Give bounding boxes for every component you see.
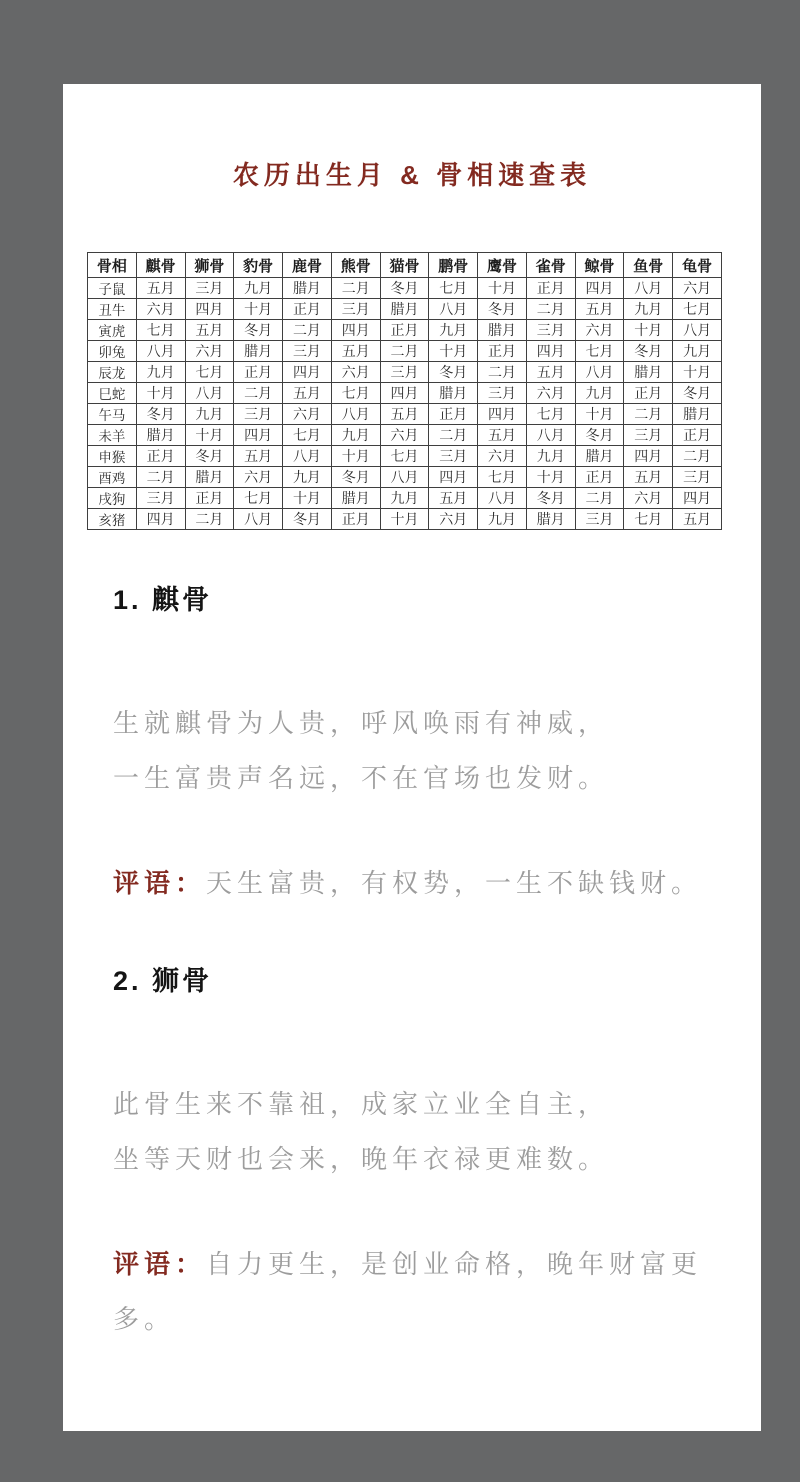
table-cell: 腊月: [331, 488, 380, 509]
table-row: [88, 404, 722, 425]
table-cell: 三月: [283, 341, 332, 362]
bone-table-body: [88, 278, 722, 530]
table-cell: 九月: [185, 404, 234, 425]
table-cell: 四月: [429, 467, 478, 488]
table-cell: 五月: [478, 425, 527, 446]
table-header-cell: 鹏骨: [429, 253, 478, 278]
table-cell: 冬月: [624, 341, 673, 362]
table-cell: 六月: [575, 320, 624, 341]
table-cell: 九月: [575, 383, 624, 404]
table-cell: 腊月: [673, 404, 722, 425]
poem-line: 生就麒骨为人贵，呼风唤雨有神威，: [113, 708, 610, 738]
page-title: 农历出生月 & 骨相速查表: [232, 160, 592, 190]
section-shi-bone: [113, 963, 713, 1347]
table-header-cell: 麒骨: [136, 253, 185, 278]
table-cell: 三月: [575, 509, 624, 530]
table-cell: 冬月: [380, 278, 429, 299]
table-cell: 三月: [331, 299, 380, 320]
table-cell: 正月: [526, 278, 575, 299]
table-cell: 七月: [478, 467, 527, 488]
table-header-cell: 鹰骨: [478, 253, 527, 278]
table-cell: 六月: [283, 404, 332, 425]
table-cell: 正月: [575, 467, 624, 488]
table-cell: 十月: [136, 383, 185, 404]
table-cell: 五月: [380, 404, 429, 425]
row-label: 辰龙: [88, 362, 137, 383]
table-header-cell: 猫骨: [380, 253, 429, 278]
table-cell: 八月: [185, 383, 234, 404]
table-cell: 五月: [673, 509, 722, 530]
table-cell: 三月: [136, 488, 185, 509]
table-row: [88, 362, 722, 383]
table-cell: 十月: [478, 278, 527, 299]
table-cell: 四月: [185, 299, 234, 320]
table-cell: 七月: [185, 362, 234, 383]
section-qi-bone: [113, 582, 713, 911]
table-cell: 冬月: [283, 509, 332, 530]
comment-text: [113, 856, 713, 911]
table-cell: 四月: [380, 383, 429, 404]
table-row: [88, 467, 722, 488]
table-cell: 七月: [624, 509, 673, 530]
table-cell: 十月: [234, 299, 283, 320]
table-cell: 九月: [478, 509, 527, 530]
table-cell: 四月: [234, 425, 283, 446]
table-cell: 腊月: [575, 446, 624, 467]
table-cell: 十月: [185, 425, 234, 446]
table-cell: 十月: [283, 488, 332, 509]
comment-text: [113, 1237, 713, 1347]
row-label: 子鼠: [88, 278, 137, 299]
table-cell: 正月: [136, 446, 185, 467]
table-cell: 三月: [380, 362, 429, 383]
table-cell: 二月: [380, 341, 429, 362]
table-cell: 冬月: [234, 320, 283, 341]
table-cell: 六月: [380, 425, 429, 446]
table-cell: 八月: [526, 425, 575, 446]
table-cell: 六月: [624, 488, 673, 509]
table-row: [88, 299, 722, 320]
table-row: [88, 383, 722, 404]
table-cell: 五月: [429, 488, 478, 509]
table-cell: 六月: [429, 509, 478, 530]
table-row: [88, 341, 722, 362]
table-header-cell: 狮骨: [185, 253, 234, 278]
table-cell: 腊月: [380, 299, 429, 320]
table-cell: 八月: [331, 404, 380, 425]
table-cell: 十月: [429, 341, 478, 362]
row-label: 丑牛: [88, 299, 137, 320]
table-cell: 七月: [673, 299, 722, 320]
content-card: [63, 84, 761, 1431]
table-cell: 六月: [526, 383, 575, 404]
row-label: 寅虎: [88, 320, 137, 341]
table-cell: 十月: [673, 362, 722, 383]
table-cell: 八月: [673, 320, 722, 341]
table-header-cell: 龟骨: [673, 253, 722, 278]
table-cell: 九月: [234, 278, 283, 299]
row-label: 卯兔: [88, 341, 137, 362]
section-heading: 1. 麒骨: [113, 585, 213, 615]
table-header-cell: 鱼骨: [624, 253, 673, 278]
table-cell: 六月: [136, 299, 185, 320]
row-label: 戌狗: [88, 488, 137, 509]
table-cell: 腊月: [478, 320, 527, 341]
table-cell: 八月: [283, 446, 332, 467]
table-cell: 二月: [429, 425, 478, 446]
row-label: 巳蛇: [88, 383, 137, 404]
table-cell: 二月: [331, 278, 380, 299]
table-cell: 二月: [673, 446, 722, 467]
table-cell: 五月: [234, 446, 283, 467]
row-label: 午马: [88, 404, 137, 425]
table-cell: 十月: [526, 467, 575, 488]
table-cell: 二月: [575, 488, 624, 509]
table-cell: 正月: [185, 488, 234, 509]
bone-table-head: [88, 253, 722, 278]
table-cell: 九月: [283, 467, 332, 488]
table-cell: 九月: [380, 488, 429, 509]
table-cell: 腊月: [136, 425, 185, 446]
table-cell: 七月: [380, 446, 429, 467]
table-cell: 六月: [331, 362, 380, 383]
table-cell: 三月: [429, 446, 478, 467]
table-cell: 四月: [136, 509, 185, 530]
table-cell: 正月: [380, 320, 429, 341]
comment-body: 天生富贵，有权势，一生不缺钱财。: [206, 868, 703, 898]
table-cell: 二月: [526, 299, 575, 320]
table-cell: 腊月: [624, 362, 673, 383]
table-cell: 四月: [331, 320, 380, 341]
table-cell: 五月: [185, 320, 234, 341]
table-cell: 正月: [429, 404, 478, 425]
table-header-row: [88, 253, 722, 278]
table-cell: 五月: [526, 362, 575, 383]
table-cell: 五月: [331, 341, 380, 362]
table-cell: 七月: [429, 278, 478, 299]
table-cell: 四月: [673, 488, 722, 509]
table-cell: 六月: [673, 278, 722, 299]
table-cell: 冬月: [136, 404, 185, 425]
table-cell: 十月: [380, 509, 429, 530]
table-cell: 八月: [380, 467, 429, 488]
table-cell: 八月: [429, 299, 478, 320]
table-cell: 二月: [283, 320, 332, 341]
table-cell: 五月: [624, 467, 673, 488]
table-cell: 七月: [283, 425, 332, 446]
table-cell: 二月: [234, 383, 283, 404]
poem-line: 坐等天财也会来，晚年衣禄更难数。: [113, 1144, 610, 1174]
table-cell: 九月: [429, 320, 478, 341]
sections-container: [113, 582, 713, 1347]
table-cell: 六月: [478, 446, 527, 467]
table-cell: 二月: [478, 362, 527, 383]
table-cell: 冬月: [575, 425, 624, 446]
table-cell: 七月: [136, 320, 185, 341]
table-cell: 冬月: [429, 362, 478, 383]
table-cell: 三月: [234, 404, 283, 425]
table-cell: 三月: [185, 278, 234, 299]
table-cell: 十月: [575, 404, 624, 425]
row-label: 酉鸡: [88, 467, 137, 488]
table-row: [88, 278, 722, 299]
table-cell: 八月: [234, 509, 283, 530]
poem-text: [113, 1077, 713, 1187]
table-row: [88, 509, 722, 530]
table-cell: 冬月: [331, 467, 380, 488]
table-cell: 四月: [478, 404, 527, 425]
table-header-cell: 豹骨: [234, 253, 283, 278]
table-cell: 四月: [526, 341, 575, 362]
table-cell: 正月: [283, 299, 332, 320]
table-row: [88, 425, 722, 446]
table-cell: 六月: [234, 467, 283, 488]
table-cell: 十月: [331, 446, 380, 467]
table-cell: 冬月: [673, 383, 722, 404]
table-header-cell: 雀骨: [526, 253, 575, 278]
row-label: 未羊: [88, 425, 137, 446]
table-cell: 五月: [283, 383, 332, 404]
comment-label: 评语：: [113, 868, 207, 898]
table-cell: 二月: [136, 467, 185, 488]
table-cell: 八月: [624, 278, 673, 299]
table-cell: 冬月: [526, 488, 575, 509]
table-cell: 八月: [575, 362, 624, 383]
table-cell: 三月: [478, 383, 527, 404]
table-cell: 腊月: [526, 509, 575, 530]
table-cell: 二月: [185, 509, 234, 530]
poem-line: 一生富贵声名远，不在官场也发财。: [113, 763, 610, 793]
table-cell: 三月: [624, 425, 673, 446]
row-label: 申猴: [88, 446, 137, 467]
table-cell: 二月: [624, 404, 673, 425]
table-cell: 七月: [526, 404, 575, 425]
table-cell: 八月: [478, 488, 527, 509]
bone-table: [87, 252, 722, 530]
table-cell: 九月: [624, 299, 673, 320]
table-cell: 九月: [673, 341, 722, 362]
table-cell: 八月: [136, 341, 185, 362]
row-label: 亥猪: [88, 509, 137, 530]
table-cell: 腊月: [234, 341, 283, 362]
table-header-cell: 鲸骨: [575, 253, 624, 278]
comment-label: 评语：: [113, 1249, 207, 1279]
table-cell: 正月: [234, 362, 283, 383]
table-header-cell: 骨相: [88, 253, 137, 278]
table-row: [88, 488, 722, 509]
section-heading: 2. 狮骨: [113, 966, 213, 996]
table-cell: 冬月: [478, 299, 527, 320]
table-cell: 腊月: [283, 278, 332, 299]
poem-text: [113, 696, 713, 806]
table-header-cell: 熊骨: [331, 253, 380, 278]
table-row: [88, 320, 722, 341]
table-cell: 四月: [283, 362, 332, 383]
table-cell: 七月: [575, 341, 624, 362]
table-cell: 腊月: [429, 383, 478, 404]
table-cell: 正月: [478, 341, 527, 362]
table-cell: 腊月: [185, 467, 234, 488]
table-cell: 四月: [575, 278, 624, 299]
table-cell: 四月: [624, 446, 673, 467]
table-cell: 五月: [136, 278, 185, 299]
table-cell: 七月: [234, 488, 283, 509]
table-cell: 十月: [624, 320, 673, 341]
comment-body: 自力更生，是创业命格，晚年财富更多。: [113, 1249, 703, 1334]
poem-line: 此骨生来不靠祖，成家立业全自主，: [113, 1089, 610, 1119]
table-header-cell: 鹿骨: [283, 253, 332, 278]
table-cell: 正月: [624, 383, 673, 404]
table-cell: 六月: [185, 341, 234, 362]
table-row: [88, 446, 722, 467]
table-cell: 三月: [526, 320, 575, 341]
table-cell: 冬月: [185, 446, 234, 467]
table-cell: 正月: [673, 425, 722, 446]
table-cell: 三月: [673, 467, 722, 488]
table-cell: 九月: [136, 362, 185, 383]
table-cell: 七月: [331, 383, 380, 404]
table-cell: 五月: [575, 299, 624, 320]
table-cell: 正月: [331, 509, 380, 530]
table-cell: 九月: [526, 446, 575, 467]
table-cell: 九月: [331, 425, 380, 446]
